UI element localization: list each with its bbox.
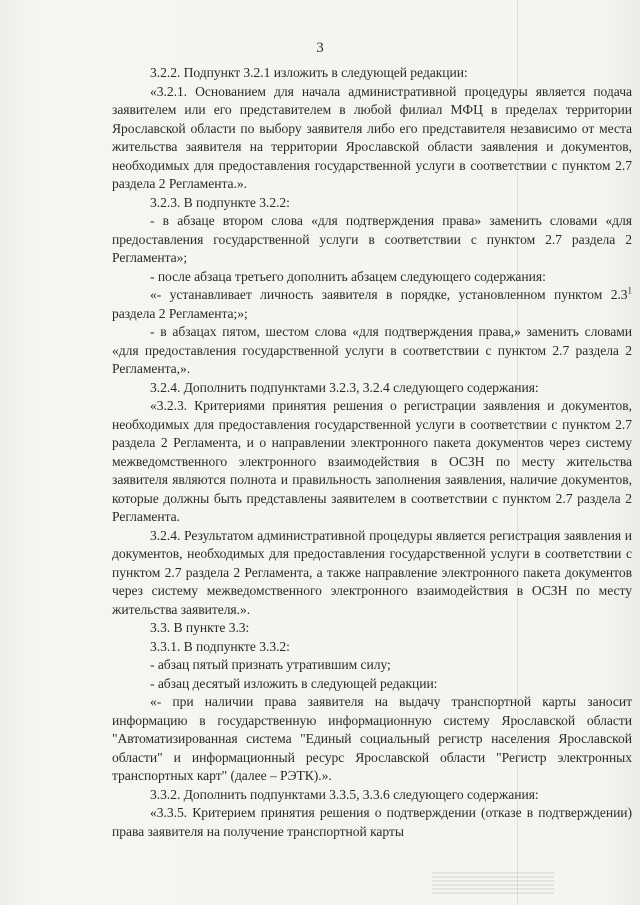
paragraph-abzac-5-lost: - абзац пятый признать утратившим силу; <box>150 657 391 672</box>
paragraph-3-2-4-add: 3.2.4. Дополнить подпунктами 3.2.3, 3.2.4 следующего содержания: <box>150 379 539 395</box>
superscript-marker: 1 <box>627 285 632 296</box>
paragraph-3-3-1: 3.3.1. В подпункте 3.3.2: <box>150 638 290 654</box>
paragraph-3-2-4-quote: 3.2.4. Результатом административной процедуры является регистрация заявления и документов, необходимых для предоставления государственной услуги в соответствии с пунктом 2.7 раздела 2 Регламента, а также направление электронного пакета документов через систему межведомственного электронного взаимодействия в ОСЗН по месту жительства заявителя.». <box>112 527 632 617</box>
paragraph-3-3-2: 3.3.2. Дополнить подпунктами 3.3.5, 3.3.6 следующего содержания: <box>150 786 539 802</box>
paragraph-3-2-2: 3.2.2. Подпункт 3.2.1 изложить в следующей редакции: <box>150 65 468 80</box>
paragraph-3-2-1-quote: «3.2.1. Основанием для начала административной процедуры является подача заявителем или его представителем в любой филиал МФЦ в пределах территории Ярославской области по выбору заявителя либо его представителя независимо от места жительства заявителя на территории Ярославской области заявления и документов, необходимых для предоставления государственной услуги в соответствии с пунктом 2.7 раздела 2 Регламента.». <box>112 83 632 191</box>
paragraph-3-3: 3.3. В пункте 3.3: <box>150 620 250 635</box>
faint-stamp-mark <box>432 872 554 894</box>
paragraph-3-3-5-quote: «3.3.5. Критерием принятия решения о подтверждении (отказе в подтверждении) права заявителя на получение транспортной карты <box>112 805 632 839</box>
page-number: 3 <box>316 40 324 56</box>
paragraph-abzac-vtoroy: - в абзаце втором слова «для подтверждения права» заменить словами «для предоставления государственной услуги в соответствии с пунктом 2.7 раздела 2 Регламента»; <box>112 213 632 265</box>
identification-text: «- устанавливает личность заявителя в порядке, установленном пунктом 2.3 <box>150 287 628 302</box>
paragraph-abzac-tretiy: - после абзаца третьего дополнить абзацем следующего содержания: <box>150 268 546 284</box>
paragraph-transport-card: «- при наличии права заявителя на выдачу транспортной карты заносит информацию в государственную информационную систему Ярославской области "Автоматизированная система "Единый социальный регистр населения Ярославской области" и информационный ресурс Ярославской области "Регистр электронных транспортных карт" (далее – РЭТК).». <box>112 694 632 783</box>
identification-text-end: раздела 2 Регламента;»; <box>112 305 248 321</box>
paragraph-3-2-3: 3.2.3. В подпункте 3.2.2: <box>150 194 290 210</box>
paragraph-abzac-10: - абзац десятый изложить в следующей редакции: <box>150 675 438 691</box>
paragraph-3-2-3-quote: «3.2.3. Критериями принятия решения о регистрации заявления и документов, необходимых для предоставления государственной услуги в соответствии с пунктом 2.7 раздела 2 Регламента, и о направлении электронного пакета документов через систему межведомственного электронного взаимодействия в ОСЗН по месту жительства заявителя являются полнота и правильность заполнения заявления, наличие документов, которые должны быть представлены заявителем в соответствии с пунктом 2.7 раздела 2 Регламента. <box>112 398 632 524</box>
document-body <box>112 64 632 841</box>
paragraph-abzac-5-6: - в абзацах пятом, шестом слова «для подтверждения права,» заменить словами «для предоставления государственной услуги в соответствии с пунктом 2.7 раздела 2 Регламента,». <box>112 324 632 376</box>
paragraph-identification <box>112 286 632 323</box>
